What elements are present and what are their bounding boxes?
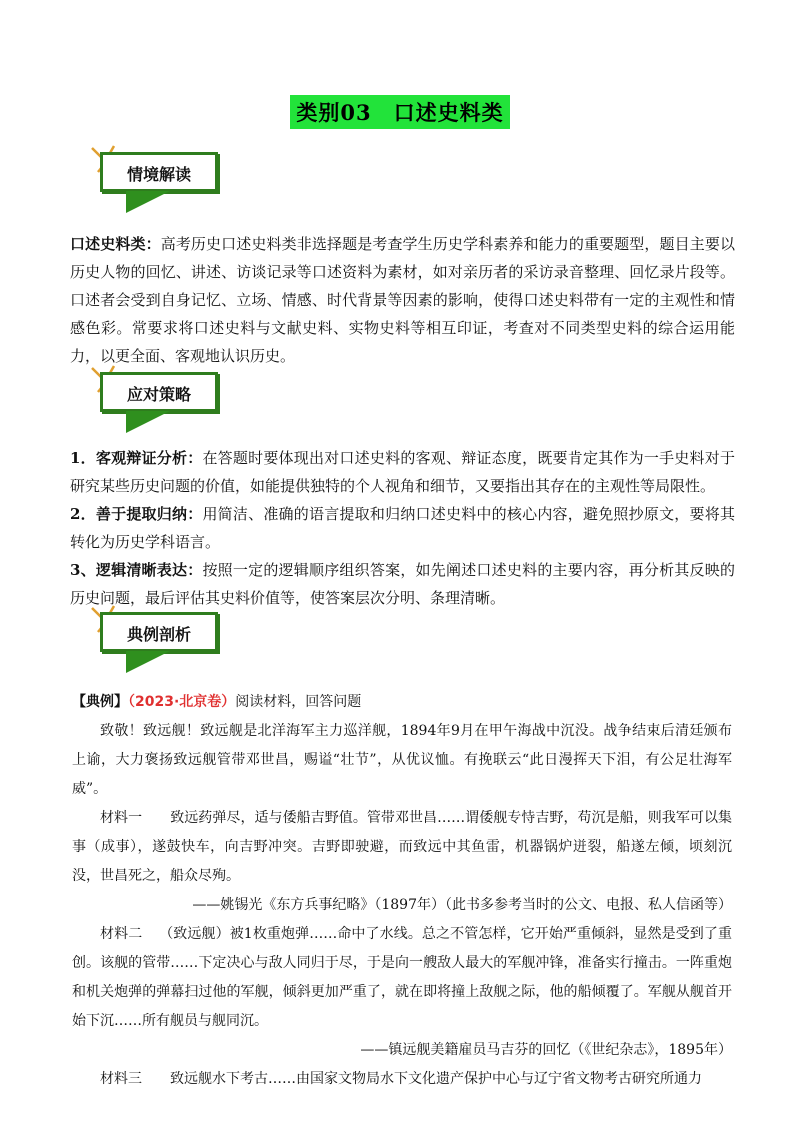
material-1-text: 致远药弹尽，适与倭船吉野值。管带邓世昌……谓倭舰专恃吉野，苟沉是船，则我军可以集事（成事），遂鼓快车，向吉野冲突。吉野即驶避，而致远中其鱼雷，机器锅炉迸裂，船遂左倾，顷刻沉没，世昌死之，船众尽殉。	[72, 810, 733, 884]
intro-text: 高考历史口述史料类非选择题是考查学生历史学科素养和能力的重要题型，题目主要以历史人物的回忆、讲述、访谈记录等口述资料为素材，如对亲历者的采访录音整理、回忆录片段等。口述者会受到自身记忆、立场、情感、时代背景等因素的影响，使得口述史料带有一定的主观性和情感色彩。常要求将口述史料与文献史料、实物史料等相互印证，考查对不同类型史料的综合运用能力，以更全面、客观地认识历史。	[70, 235, 735, 365]
section-box	[100, 612, 218, 652]
material-3	[72, 1065, 732, 1094]
example-source: （2023·北京卷）	[128, 694, 236, 710]
material-2	[72, 920, 732, 1036]
material-2-label: 材料二	[100, 926, 143, 942]
material-1-label: 材料一	[100, 810, 143, 826]
page-title: 类别03 口述史料类	[290, 95, 509, 129]
section-title-reading: 情境解读	[126, 165, 191, 184]
ribbon-fold	[126, 651, 170, 673]
section-box	[100, 372, 218, 412]
section-title-strategy: 应对策略	[126, 385, 191, 404]
example-intro: 致敬！致远舰！致远舰是北洋海军主力巡洋舰，1894年9月在甲午海战中沉没。战争结束后清廷颁布上谕，大力褒扬致远舰管带邓世昌，赐谥“壮节”，从优议恤。有挽联云“此日漫挥天下泪，有公足壮海军威”。	[72, 723, 732, 797]
section-header-example	[78, 600, 238, 690]
intro-term: 口述史料类：	[70, 235, 161, 253]
section-box	[100, 152, 218, 192]
example-block	[72, 688, 732, 1094]
strategy-item	[70, 500, 735, 556]
material-1	[72, 804, 732, 891]
intro-paragraph	[70, 230, 735, 370]
material-1-source: ——姚锡光《东方兵事纪略》（1897年）（此书多参考当时的公文、电报、私人信函等）	[192, 897, 732, 913]
section-title-example: 典例剖析	[126, 625, 191, 644]
ribbon-fold	[126, 411, 170, 433]
material-2-source: ——镇远舰美籍雇员马吉芬的回忆（《世纪杂志》，1895年）	[360, 1042, 732, 1058]
section-header-strategy	[78, 360, 238, 450]
title-wrap	[0, 95, 800, 129]
strategy-term: 1．客观辩证分析：	[70, 449, 203, 467]
strategy-term: 2．善于提取归纳：	[70, 505, 203, 523]
strategy-term: 3、逻辑清晰表达：	[70, 561, 203, 579]
section-header-reading	[78, 140, 238, 230]
strategy-item	[70, 444, 735, 500]
example-header	[72, 688, 732, 717]
example-prompt: 阅读材料，回答问题	[235, 694, 362, 710]
strategy-list	[70, 444, 735, 612]
strategy-text: 按照一定的逻辑顺序组织答案，如先阐述口述史料的主要内容，再分析其反映的历史问题，最后评估其史料价值等，使答案层次分明、条理清晰。	[70, 561, 735, 607]
material-3-label: 材料三	[100, 1071, 142, 1087]
strategy-text: 用简洁、准确的语言提取和归纳口述史料中的核心内容，避免照抄原文，要将其转化为历史学科语言。	[70, 505, 735, 551]
material-2-text: （致远舰）被1枚重炮弹……命中了水线。总之不管怎样，它开始严重倾斜，显然是受到了重创。该舰的管带……下定决心与敌人同归于尽，于是向一艘敌人最大的军舰冲锋，准备实行撞击。一阵重炮和机关炮弹的弹幕扫过他的军舰，倾斜更加严重了，就在即将撞上敌舰之际，他的船倾覆了。军舰从舰首开始下沉……所有舰员与舰同沉。	[72, 926, 733, 1029]
ribbon-fold	[126, 191, 170, 213]
example-tag: 【典例】	[72, 694, 128, 710]
material-3-text: 致远舰水下考古……由国家文物局水下文化遗产保护中心与辽宁省文物考古研究所通力	[170, 1071, 702, 1087]
strategy-text: 在答题时要体现出对口述史料的客观、辩证态度，既要肯定其作为一手史料对于研究某些历史问题的价值，如能提供独特的个人视角和细节，又要指出其存在的主观性等局限性。	[70, 449, 735, 495]
